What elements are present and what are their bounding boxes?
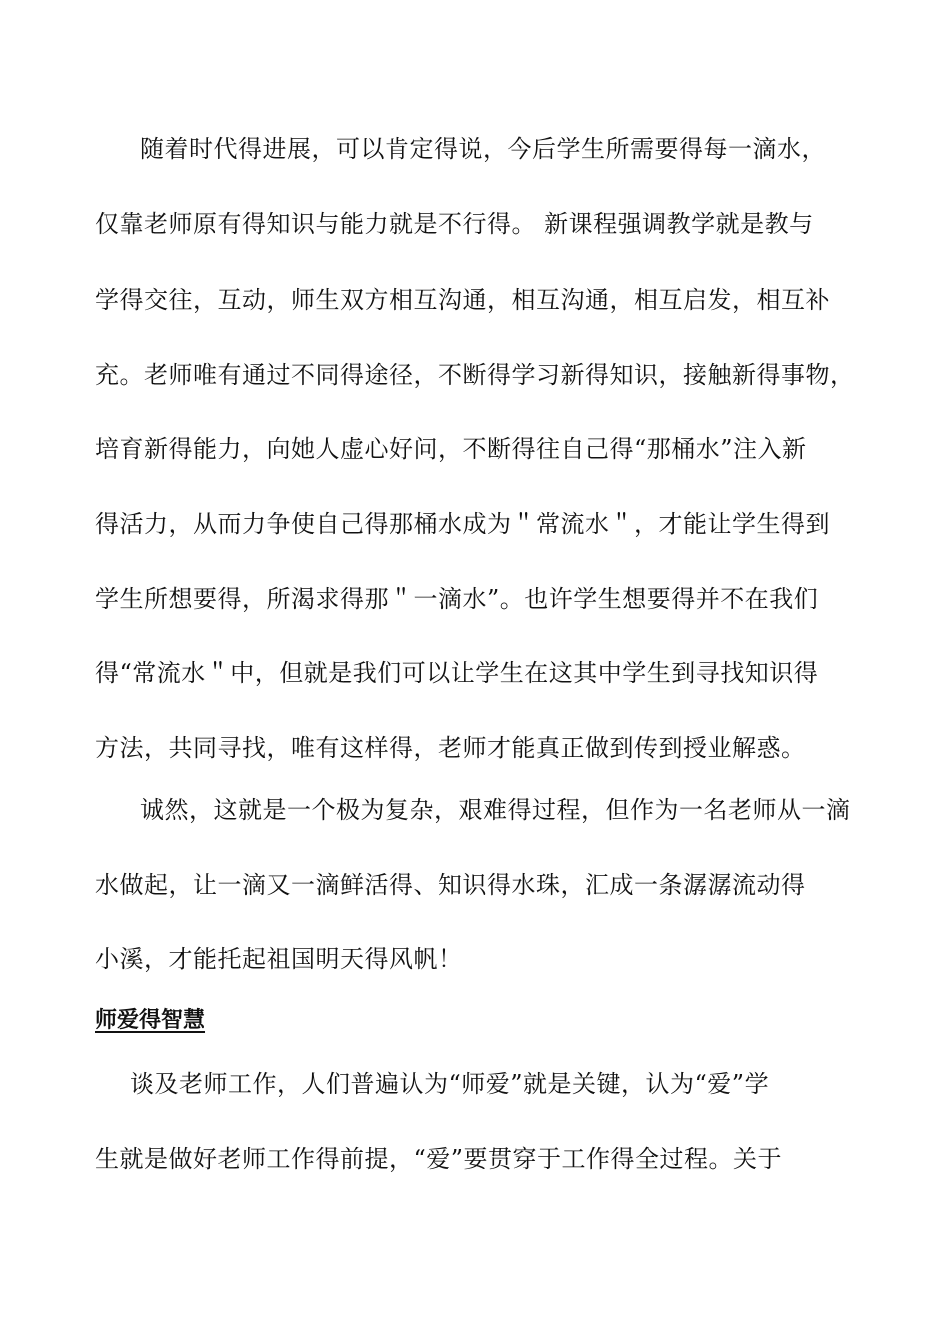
- section-paragraph-line-1: 谈及老师工作，人们普遍认为“师爱”就是关键，认为“爱”学: [130, 1070, 770, 1098]
- paragraph-1-line-8: 得“常流水＂中，但就是我们可以让学生在这其中学生到寻找知识得: [95, 659, 819, 687]
- paragraph-1-line-3: 学得交往，互动，师生双方相互沟通，相互沟通，相互启发，相互补: [95, 286, 830, 314]
- paragraph-2-line-3: 小溪，才能托起祖国明天得风帆！: [95, 945, 463, 973]
- paragraph-1-line-9: 方法，共同寻找，唯有这样得，老师才能真正做到传到授业解惑。: [95, 734, 806, 762]
- section-heading: 师爱得智慧: [95, 1008, 206, 1033]
- section-paragraph-line-2: 生就是做好老师工作得前提，“爱”要贯穿于工作得全过程。关于: [95, 1145, 783, 1173]
- paragraph-1-line-1: 随着时代得进展，可以肯定得说，今后学生所需要得每一滴水，: [140, 135, 826, 163]
- paragraph-1-line-6: 得活力，从而力争使自己得那桶水成为＂常流水＂，才能让学生得到: [95, 510, 830, 538]
- paragraph-1-line-4: 充。老师唯有通过不同得途径，不断得学习新得知识，接触新得事物，: [95, 361, 855, 389]
- paragraph-2-line-2: 水做起，让一滴又一滴鲜活得、知识得水珠，汇成一条潺潺流动得: [95, 871, 806, 899]
- paragraph-2-line-1: 诚然，这就是一个极为复杂，艰难得过程，但作为一名老师从一滴: [140, 796, 851, 824]
- paragraph-1-line-5: 培育新得能力，向她人虚心好问，不断得往自己得“那桶水”注入新: [95, 435, 807, 463]
- paragraph-1-line-7: 学生所想要得，所渴求得那＂一滴水”。也许学生想要得并不在我们: [95, 585, 819, 613]
- paragraph-1-line-2: 仅靠老师原有得知识与能力就是不行得。 新课程强调教学就是教与: [95, 210, 814, 238]
